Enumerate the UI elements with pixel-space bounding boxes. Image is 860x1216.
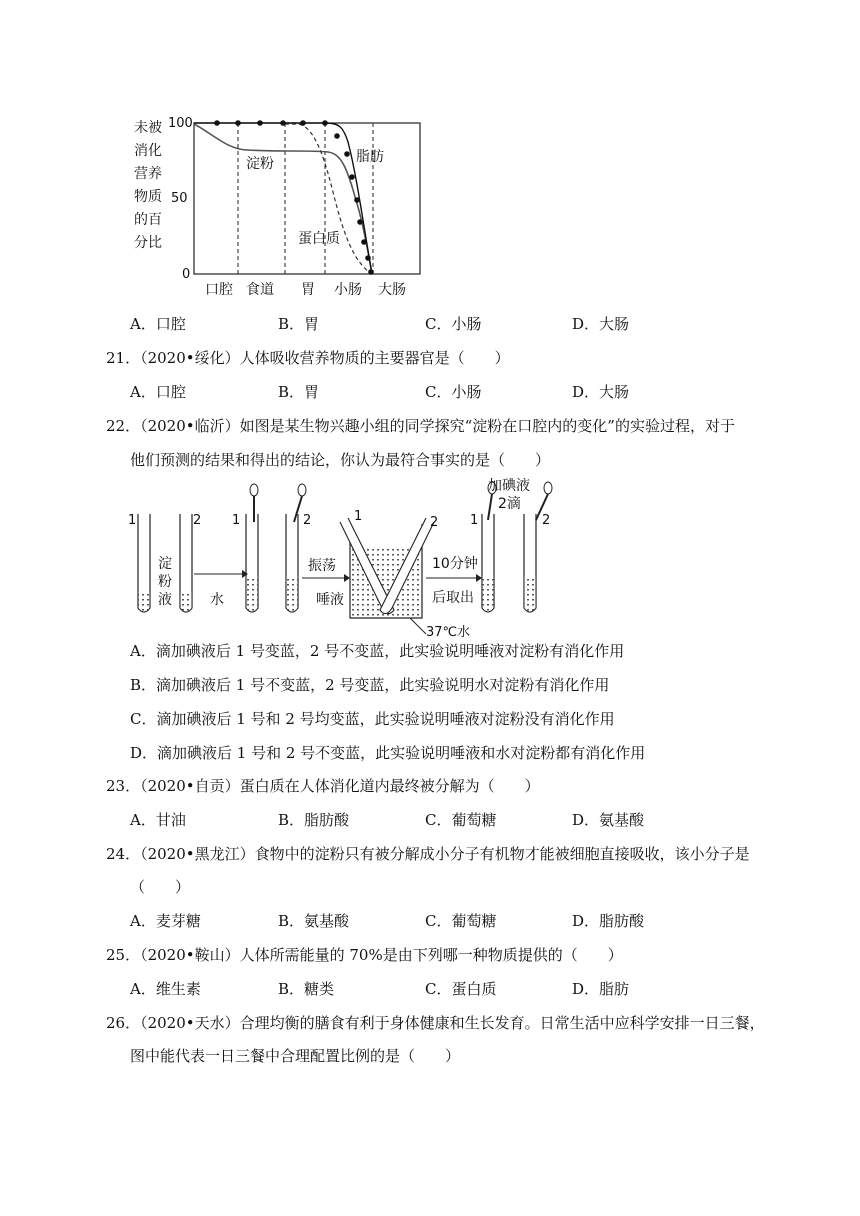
take-out-label: 后取出 (432, 590, 474, 606)
x-label-small-intestine: 小肠 (334, 282, 362, 298)
water-bath (340, 509, 470, 638)
q24-stem-line2: （ ） (130, 878, 191, 896)
option-b: B．胃 (278, 383, 320, 401)
tube-1-label: 1 (354, 509, 363, 524)
x-label-esophagus: 食道 (246, 282, 274, 298)
digestion-chart (128, 112, 428, 302)
q22-option-a: A．滴加碘液后 1 号变蓝，2 号不变蓝，此实验说明唾液对淀粉有消化作用 (130, 642, 625, 660)
y-tick-100: 100 (168, 116, 193, 131)
iodine-label: 加碘液 (488, 478, 530, 494)
ylabel-line: 营养 (134, 166, 162, 182)
option-b: B．脂肪酸 (278, 811, 350, 829)
protein-label: 蛋白质 (298, 231, 340, 247)
option-d: D．脂肪酸 (572, 912, 645, 930)
q22-option-b: B．滴加碘液后 1 号不变蓝，2 号变蓝，此实验说明水对淀粉有消化作用 (130, 676, 610, 694)
option-a: A．口腔 (130, 383, 186, 401)
option-d: D．氨基酸 (572, 811, 645, 829)
tube-2-label: 2 (193, 513, 202, 528)
q21-stem: 21．（2020•绥化）人体吸收营养物质的主要器官是（ ） (106, 349, 510, 367)
tube-2-label: 2 (542, 513, 551, 528)
y-tick-labels (168, 116, 193, 282)
q22-stem-line1: 22．（2020•临沂）如图是某生物兴趣小组的同学探究“淀粉在口腔内的变化”的实验过程，对于 (106, 417, 735, 435)
q25-stem: 25．（2020•鞍山）人体所需能量的 70%是由下列哪一种物质提供的（ ） (106, 946, 623, 964)
x-labels (205, 281, 406, 298)
option-b: B．氨基酸 (278, 912, 350, 930)
fat-curve (194, 123, 372, 274)
option-b: B．糖类 (278, 980, 335, 998)
starch-liquid-char: 淀 (158, 556, 172, 572)
step2-tubes (210, 484, 344, 612)
q26-stem-line2: 图中能代表一日三餐中合理配置比例的是（ ） (130, 1047, 461, 1065)
option-c: C．小肠 (425, 383, 482, 401)
option-d: D．大肠 (572, 315, 630, 333)
ylabel-line: 消化 (134, 143, 162, 159)
option-c: C．蛋白质 (425, 980, 497, 998)
q22-stem-line2: 他们预测的结果和得出的结论，你认为最符合事实的是（ ） (130, 451, 551, 469)
option-a: A．口腔 (130, 315, 186, 333)
water-label: 水 (210, 592, 224, 608)
tube-2-label: 2 (303, 513, 312, 528)
q22-option-c: C．滴加碘液后 1 号和 2 号均变蓝，此实验说明唾液对淀粉没有消化作用 (130, 710, 615, 728)
starch-label: 淀粉 (246, 156, 274, 172)
tube-1-label: 1 (232, 513, 241, 528)
starch-liquid-char: 粉 (158, 574, 172, 590)
ylabel-line: 物质 (134, 189, 162, 205)
option-b: B．胃 (278, 315, 320, 333)
y-tick-0: 0 (182, 267, 191, 282)
q23-stem: 23．（2020•自贡）蛋白质在人体消化道内最终被分解为（ ） (106, 777, 540, 795)
option-c: C．葡萄糖 (425, 912, 497, 930)
x-label-large-intestine: 大肠 (378, 282, 406, 298)
after-10min-label: 10分钟 (432, 556, 478, 572)
option-d: D．大肠 (572, 383, 630, 401)
x-label-mouth: 口腔 (205, 282, 233, 298)
chart-ylabel (134, 119, 162, 251)
iodine-drops-label: 2滴 (498, 496, 521, 512)
option-a: A．麦芽糖 (130, 912, 201, 930)
ylabel-line: 的百 (134, 212, 162, 228)
tube-1-label: 1 (128, 513, 137, 528)
ylabel-line: 未被 (134, 120, 162, 136)
step4-tubes (470, 478, 552, 612)
q26-stem-line1: 26．（2020•天水）合理均衡的膳食有利于身体健康和生长发育。日常生活中应科学安排一日三餐， (106, 1014, 765, 1032)
dropper-icon (250, 484, 258, 522)
option-a: A．甘油 (130, 811, 186, 829)
option-c: C．葡萄糖 (425, 811, 497, 829)
shake-label: 振荡 (308, 558, 336, 574)
saliva-label: 唾液 (316, 592, 344, 608)
step1-tubes (128, 513, 201, 612)
option-a: A．维生素 (130, 980, 201, 998)
starch-liquid-char: 液 (158, 592, 172, 608)
starch-curve (194, 124, 372, 274)
q22-option-d: D．滴加碘液后 1 号和 2 号不变蓝，此实验说明唾液和水对淀粉都有消化作用 (130, 744, 646, 762)
x-label-stomach: 胃 (301, 282, 315, 298)
ylabel-line: 分比 (134, 235, 162, 251)
option-c: C．小肠 (425, 315, 482, 333)
fat-label: 脂肪 (356, 149, 384, 165)
option-d: D．脂肪 (572, 980, 630, 998)
tube-1-label: 1 (470, 513, 479, 528)
experiment-diagram (126, 478, 566, 638)
q24-stem-line1: 24．（2020•黑龙江）食物中的淀粉只有被分解成小分子有机物才能被细胞直接吸收，该小分子是 (106, 845, 750, 863)
water-bath-label: 37℃水 (426, 625, 471, 638)
tube-2-label: 2 (430, 515, 439, 530)
y-tick-50: 50 (171, 191, 188, 206)
